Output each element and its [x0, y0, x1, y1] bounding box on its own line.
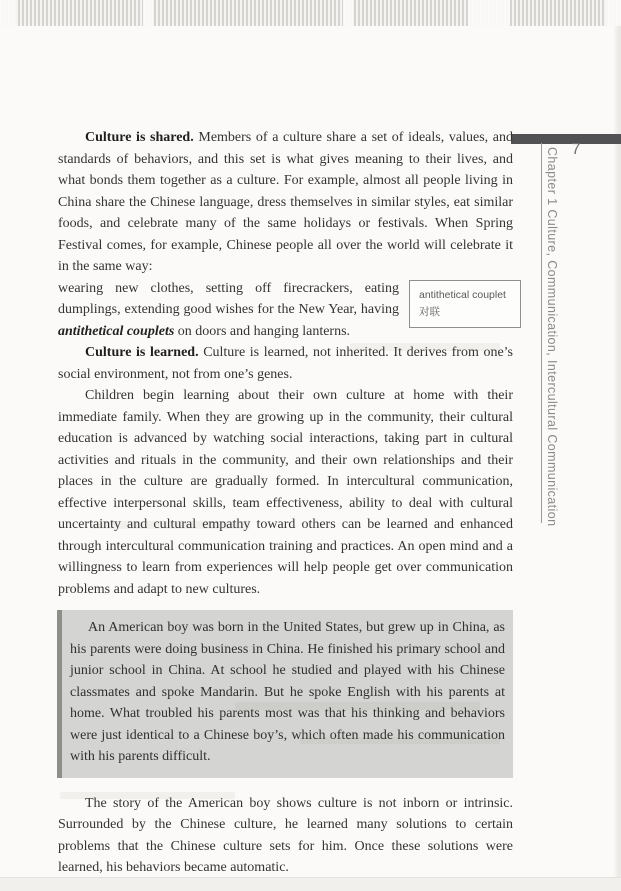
paragraph-children-learning: Children begin learning about their own culture at home with their immediate family. When they are growing up in the community, their cultural education is advanced by watching social interactions, taking part in cultural activities and rituals in the community, and their own relationships and their places in the culture are gradually formed. In intercultural communication, effective interpersonal skills, team effectiveness, ability to deal with cultural uncertainty and cultural empathy toward others can be learned and enhanced through intercultural communication training and practices. An open mind and a willingness to learn from experiences will help people get over communication problems and adapt to new cultures.: [58, 388, 513, 597]
scan-texture-gap: [343, 0, 353, 26]
emphasized-term: antithetical couplets: [58, 323, 175, 339]
scan-texture-gap: [606, 0, 621, 26]
bleed-through-artifact: [350, 343, 500, 351]
paragraph-text: wearing new clothes, setting off firecrackers, eating dumplings, extending good wishes for the New Year, having: [58, 280, 399, 317]
bleed-through-artifact: [90, 521, 250, 529]
paragraph-spring-festival-continued: [58, 278, 513, 343]
excerpt-text: An American boy was born in the United States, but grew up in China, as his parents were doing business in China. He finished his primary school and junior school in China. At school he studied and played with his Chinese classmates and spoke Mandarin. But he spoke English with his parents at home. What troubled his parents most was that his thinking and behaviors were just identical to a Chinese boy’s, which often made his communication with his parents difficult.: [70, 620, 505, 764]
case-study-excerpt-box: [57, 610, 513, 778]
bleed-through-artifact: [60, 792, 235, 799]
scan-edge-texture-top: [0, 0, 621, 26]
sidebar-divider-line: [541, 143, 542, 523]
callout-translation: 对联: [419, 306, 440, 319]
paragraph-text: Members of a culture share a set of ideals, values, and standards of behaviors, and this set is what gives meaning to their lives, and what bonds them together as a culture. For example, almost all people living in China share the Chinese language, dress themselves in similar styles, eat similar foods, and celebrate many of the same holidays or festivals. When Spring Festival comes, for example, Chinese people all over the world will celebrate it in the same way:: [58, 130, 513, 274]
vocabulary-callout-box: [409, 280, 521, 329]
paragraph-text: on doors and hanging lanterns.: [174, 323, 351, 339]
text-column: [58, 127, 513, 879]
callout-term: antithetical couplet: [419, 288, 506, 301]
scan-texture-gap: [0, 0, 16, 26]
chapter-sidebar-title: Chapter 1 Culture, Communication, Intercultural Communication: [545, 147, 559, 527]
scan-texture-gap: [143, 0, 153, 26]
paragraph-culture-is-shared: [58, 127, 513, 278]
bold-lead-culture-is-shared: Culture is shared.: [85, 130, 194, 145]
scan-edge-texture-bottom: [0, 877, 621, 891]
bleed-through-artifact: [235, 702, 480, 710]
page-edge-shadow: [613, 26, 621, 877]
page-number: 7: [571, 141, 581, 158]
paragraph-text: Culture is learned, not inherited. It derives from one’s social environment, not from one’s genes.: [58, 345, 513, 382]
scan-texture-gap: [468, 0, 510, 26]
paragraph-story-conclusion: The story of the American boy shows culture is not inborn or intrinsic. Surrounded by the Chinese culture, he learned many solutions to certain problems that the Chinese culture sets for him. Once these solutions were learned, his behaviors became automatic.: [58, 795, 513, 875]
bleed-through-artifact: [300, 737, 500, 744]
bold-lead-culture-is-learned: Culture is learned.: [85, 345, 199, 360]
